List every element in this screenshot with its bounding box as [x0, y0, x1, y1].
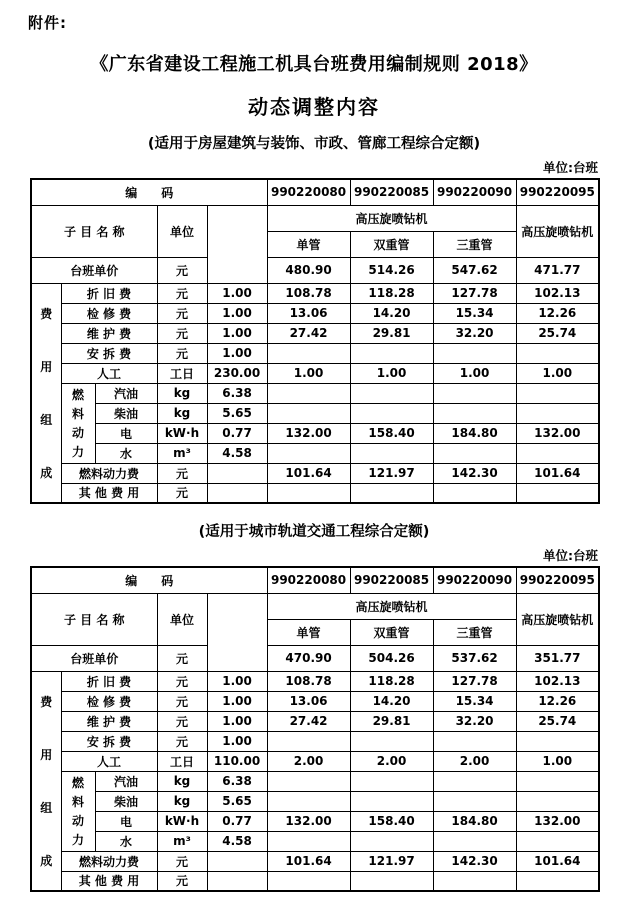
- row-water: [31, 831, 599, 851]
- pipe-type-cell: 单管: [267, 231, 350, 257]
- item-label-cell: 维 护 费: [61, 323, 157, 343]
- item-value-cell: 1.00: [350, 363, 433, 383]
- item-value-cell: [433, 443, 516, 463]
- item-value-cell: [516, 771, 599, 791]
- item-value-cell: [350, 343, 433, 363]
- item-value-cell: 1.00: [433, 363, 516, 383]
- code-value-cell: 990220080: [267, 179, 350, 205]
- code-row: [31, 179, 599, 205]
- item-value-cell: [433, 791, 516, 811]
- item-label-cell: 人工: [61, 751, 157, 771]
- item-qty-cell: 5.65: [207, 791, 267, 811]
- fuel-group-cell: [61, 383, 95, 463]
- item-value-cell: 29.81: [350, 711, 433, 731]
- row-depreciation: [31, 671, 599, 691]
- item-unit-cell: kW·h: [157, 423, 207, 443]
- cost-table-housing: [30, 178, 600, 504]
- item-value-cell: 12.26: [516, 691, 599, 711]
- fuel-group-vertical-label: 燃 料 动 力: [71, 776, 84, 847]
- item-value-cell: 158.40: [350, 811, 433, 831]
- item-label-cell: 检 修 费: [61, 691, 157, 711]
- item-qty-cell: 230.00: [207, 363, 267, 383]
- unit-note: 单位:台班: [543, 548, 598, 563]
- row-overhaul: [31, 303, 599, 323]
- item-value-cell: 101.64: [516, 463, 599, 483]
- item-value-cell: [350, 791, 433, 811]
- item-unit-cell: 工日: [157, 751, 207, 771]
- item-unit-cell: 元: [157, 871, 207, 891]
- scope-note-rail: (适用于城市轨道交通工程综合定额): [198, 524, 430, 540]
- item-label-cell: 柴油: [95, 403, 157, 423]
- item-qty-cell: 5.65: [207, 403, 267, 423]
- item-qty-cell: 1.00: [207, 323, 267, 343]
- item-value-cell: [350, 403, 433, 423]
- item-unit-cell: kW·h: [157, 811, 207, 831]
- code-value-cell: 990220095: [516, 567, 599, 593]
- item-label-cell: 燃料动力费: [61, 463, 157, 483]
- shift-price-row: [31, 257, 599, 283]
- machine-single-cell: 高压旋喷钻机: [516, 205, 599, 257]
- item-value-cell: [267, 731, 350, 751]
- attachment-label: 附件:: [28, 14, 67, 32]
- item-qty-cell: 0.77: [207, 811, 267, 831]
- item-unit-cell: kg: [157, 383, 207, 403]
- item-value-cell: 12.26: [516, 303, 599, 323]
- item-unit-cell: 元: [157, 483, 207, 503]
- item-value-cell: [433, 483, 516, 503]
- blank-cell: [207, 593, 267, 671]
- item-value-cell: 13.06: [267, 303, 350, 323]
- shift-price-row: [31, 645, 599, 671]
- item-value-cell: [516, 731, 599, 751]
- item-value-cell: [516, 483, 599, 503]
- item-label-cell: 汽油: [95, 771, 157, 791]
- item-value-cell: 118.28: [350, 283, 433, 303]
- item-value-cell: 121.97: [350, 851, 433, 871]
- item-value-cell: [267, 383, 350, 403]
- item-value-cell: 102.13: [516, 671, 599, 691]
- cost-group-vertical-label: 费 用 组 成: [40, 306, 53, 480]
- row-electricity: [31, 423, 599, 443]
- code-value-cell: 990220095: [516, 179, 599, 205]
- blank-cell: [207, 205, 267, 283]
- item-qty-cell: 1.00: [207, 711, 267, 731]
- item-label-cell: 安 拆 费: [61, 343, 157, 363]
- item-unit-cell: kg: [157, 791, 207, 811]
- shift-price-value-cell: 470.90: [267, 645, 350, 671]
- row-labor: [31, 751, 599, 771]
- item-label-cell: 柴油: [95, 791, 157, 811]
- shift-price-value-cell: 351.77: [516, 645, 599, 671]
- item-value-cell: [267, 871, 350, 891]
- item-unit-cell: kg: [157, 771, 207, 791]
- item-qty-cell: [207, 871, 267, 891]
- item-value-cell: 132.00: [516, 423, 599, 443]
- item-qty-cell: 0.77: [207, 423, 267, 443]
- item-qty-cell: 1.00: [207, 283, 267, 303]
- item-qty-cell: 1.00: [207, 671, 267, 691]
- row-diesel: [31, 403, 599, 423]
- row-maintenance: [31, 711, 599, 731]
- item-value-cell: 2.00: [350, 751, 433, 771]
- item-value-cell: [433, 871, 516, 891]
- item-value-cell: [433, 831, 516, 851]
- unit-header-cell: 单位: [157, 205, 207, 257]
- item-value-cell: [516, 403, 599, 423]
- item-qty-cell: [207, 483, 267, 503]
- item-value-cell: 127.78: [433, 283, 516, 303]
- item-label-cell: 燃料动力费: [61, 851, 157, 871]
- item-value-cell: 32.20: [433, 711, 516, 731]
- item-qty-cell: 4.58: [207, 831, 267, 851]
- item-value-cell: 132.00: [267, 423, 350, 443]
- item-value-cell: 25.74: [516, 323, 599, 343]
- code-row: [31, 567, 599, 593]
- item-value-cell: [516, 791, 599, 811]
- item-qty-cell: 1.00: [207, 303, 267, 323]
- item-value-cell: 132.00: [516, 811, 599, 831]
- pipe-type-cell: 单管: [267, 619, 350, 645]
- fuel-group-cell: [61, 771, 95, 851]
- item-value-cell: 14.20: [350, 303, 433, 323]
- item-value-cell: 102.13: [516, 283, 599, 303]
- item-value-cell: 118.28: [350, 671, 433, 691]
- item-value-cell: 1.00: [267, 363, 350, 383]
- item-value-cell: [433, 343, 516, 363]
- item-value-cell: [350, 731, 433, 751]
- shift-price-label-cell: 台班单价: [31, 645, 157, 671]
- page-subtitle: 动态调整内容: [248, 95, 380, 119]
- fuel-group-vertical-label: 燃 料 动 力: [71, 388, 84, 459]
- item-value-cell: 184.80: [433, 811, 516, 831]
- item-unit-cell: 元: [157, 711, 207, 731]
- item-value-cell: [267, 443, 350, 463]
- pipe-type-cell: 三重管: [433, 231, 516, 257]
- row-water: [31, 443, 599, 463]
- row-diesel: [31, 791, 599, 811]
- shift-price-value-cell: 537.62: [433, 645, 516, 671]
- item-value-cell: 1.00: [516, 363, 599, 383]
- row-other-fee: [31, 483, 599, 503]
- item-label-cell: 折 旧 费: [61, 283, 157, 303]
- code-value-cell: 990220085: [350, 179, 433, 205]
- item-value-cell: 108.78: [267, 283, 350, 303]
- item-unit-cell: 元: [157, 303, 207, 323]
- item-label-cell: 水: [95, 831, 157, 851]
- item-value-cell: 101.64: [267, 463, 350, 483]
- shift-price-label-cell: 台班单价: [31, 257, 157, 283]
- item-value-cell: 13.06: [267, 691, 350, 711]
- item-label-cell: 水: [95, 443, 157, 463]
- item-value-cell: 25.74: [516, 711, 599, 731]
- item-qty-cell: 1.00: [207, 691, 267, 711]
- item-unit-cell: 元: [157, 343, 207, 363]
- item-unit-cell: 元: [157, 463, 207, 483]
- row-dismantle: [31, 343, 599, 363]
- item-name-header-cell: 子 目 名 称: [31, 205, 157, 257]
- item-unit-cell: kg: [157, 403, 207, 423]
- item-unit-cell: m³: [157, 443, 207, 463]
- item-value-cell: [267, 483, 350, 503]
- item-value-cell: [267, 343, 350, 363]
- unit-note: 单位:台班: [543, 160, 598, 175]
- item-qty-cell: [207, 463, 267, 483]
- cost-group-cell: [31, 671, 61, 891]
- item-value-cell: [350, 771, 433, 791]
- item-value-cell: [516, 443, 599, 463]
- item-value-cell: 32.20: [433, 323, 516, 343]
- item-qty-cell: 1.00: [207, 731, 267, 751]
- item-value-cell: 2.00: [433, 751, 516, 771]
- item-value-cell: [433, 403, 516, 423]
- item-label-cell: 汽油: [95, 383, 157, 403]
- row-gasoline: [31, 383, 599, 403]
- item-qty-cell: 1.00: [207, 343, 267, 363]
- item-value-cell: [267, 791, 350, 811]
- row-fuel-power-fee: [31, 463, 599, 483]
- machine-group-row: [31, 593, 599, 619]
- item-label-cell: 安 拆 费: [61, 731, 157, 751]
- row-fuel-power-fee: [31, 851, 599, 871]
- item-label-cell: 电: [95, 811, 157, 831]
- item-value-cell: [267, 403, 350, 423]
- row-overhaul: [31, 691, 599, 711]
- item-value-cell: [350, 871, 433, 891]
- machine-group-row: [31, 205, 599, 231]
- code-label-cell: 编 码: [31, 567, 267, 593]
- item-unit-cell: 元: [157, 691, 207, 711]
- cost-table-rail: [30, 566, 600, 892]
- item-value-cell: 15.34: [433, 691, 516, 711]
- row-electricity: [31, 811, 599, 831]
- item-qty-cell: 6.38: [207, 771, 267, 791]
- item-unit-cell: 工日: [157, 363, 207, 383]
- item-label-cell: 其 他 费 用: [61, 871, 157, 891]
- code-value-cell: 990220090: [433, 179, 516, 205]
- item-value-cell: [516, 383, 599, 403]
- shift-price-value-cell: 547.62: [433, 257, 516, 283]
- item-value-cell: 15.34: [433, 303, 516, 323]
- shift-price-value-cell: 471.77: [516, 257, 599, 283]
- item-value-cell: 121.97: [350, 463, 433, 483]
- cost-group-vertical-label: 费 用 组 成: [40, 694, 53, 868]
- item-value-cell: [350, 831, 433, 851]
- row-gasoline: [31, 771, 599, 791]
- item-qty-cell: 4.58: [207, 443, 267, 463]
- row-maintenance: [31, 323, 599, 343]
- item-value-cell: [267, 771, 350, 791]
- item-name-header-cell: 子 目 名 称: [31, 593, 157, 645]
- row-depreciation: [31, 283, 599, 303]
- item-value-cell: 101.64: [267, 851, 350, 871]
- item-value-cell: [350, 483, 433, 503]
- item-value-cell: 184.80: [433, 423, 516, 443]
- shift-price-value-cell: 504.26: [350, 645, 433, 671]
- item-value-cell: 127.78: [433, 671, 516, 691]
- shift-price-unit-cell: 元: [157, 257, 207, 283]
- shift-price-unit-cell: 元: [157, 645, 207, 671]
- item-unit-cell: m³: [157, 831, 207, 851]
- item-value-cell: 108.78: [267, 671, 350, 691]
- item-label-cell: 电: [95, 423, 157, 443]
- item-value-cell: [433, 771, 516, 791]
- pipe-type-cell: 三重管: [433, 619, 516, 645]
- item-unit-cell: 元: [157, 851, 207, 871]
- machine-group-cell: 高压旋喷钻机: [267, 593, 516, 619]
- cost-group-cell: [31, 283, 61, 503]
- item-value-cell: 14.20: [350, 691, 433, 711]
- item-value-cell: [516, 343, 599, 363]
- code-value-cell: 990220090: [433, 567, 516, 593]
- shift-price-value-cell: 514.26: [350, 257, 433, 283]
- item-value-cell: 27.42: [267, 323, 350, 343]
- item-label-cell: 检 修 费: [61, 303, 157, 323]
- item-label-cell: 人工: [61, 363, 157, 383]
- unit-header-cell: 单位: [157, 593, 207, 645]
- item-value-cell: 2.00: [267, 751, 350, 771]
- item-unit-cell: 元: [157, 323, 207, 343]
- row-other-fee: [31, 871, 599, 891]
- item-qty-cell: 110.00: [207, 751, 267, 771]
- page-title: 《广东省建设工程施工机具台班费用编制规则 2018》: [90, 54, 538, 75]
- item-value-cell: 101.64: [516, 851, 599, 871]
- item-value-cell: 27.42: [267, 711, 350, 731]
- pipe-type-cell: 双重管: [350, 619, 433, 645]
- code-value-cell: 990220080: [267, 567, 350, 593]
- item-value-cell: [350, 443, 433, 463]
- item-qty-cell: [207, 851, 267, 871]
- item-value-cell: [516, 831, 599, 851]
- item-unit-cell: 元: [157, 731, 207, 751]
- item-value-cell: 29.81: [350, 323, 433, 343]
- code-label-cell: 编 码: [31, 179, 267, 205]
- item-label-cell: 折 旧 费: [61, 671, 157, 691]
- item-label-cell: 维 护 费: [61, 711, 157, 731]
- code-value-cell: 990220085: [350, 567, 433, 593]
- item-value-cell: [433, 731, 516, 751]
- item-value-cell: 1.00: [516, 751, 599, 771]
- shift-price-value-cell: 480.90: [267, 257, 350, 283]
- row-dismantle: [31, 731, 599, 751]
- machine-group-cell: 高压旋喷钻机: [267, 205, 516, 231]
- item-unit-cell: 元: [157, 671, 207, 691]
- scope-note-housing: (适用于房屋建筑与装饰、市政、管廊工程综合定额): [147, 136, 481, 152]
- item-value-cell: [350, 383, 433, 403]
- item-unit-cell: 元: [157, 283, 207, 303]
- item-value-cell: 142.30: [433, 851, 516, 871]
- row-labor: [31, 363, 599, 383]
- item-value-cell: 142.30: [433, 463, 516, 483]
- item-value-cell: [267, 831, 350, 851]
- item-qty-cell: 6.38: [207, 383, 267, 403]
- item-value-cell: [433, 383, 516, 403]
- machine-single-cell: 高压旋喷钻机: [516, 593, 599, 645]
- item-label-cell: 其 他 费 用: [61, 483, 157, 503]
- item-value-cell: 158.40: [350, 423, 433, 443]
- item-value-cell: 132.00: [267, 811, 350, 831]
- item-value-cell: [516, 871, 599, 891]
- pipe-type-cell: 双重管: [350, 231, 433, 257]
